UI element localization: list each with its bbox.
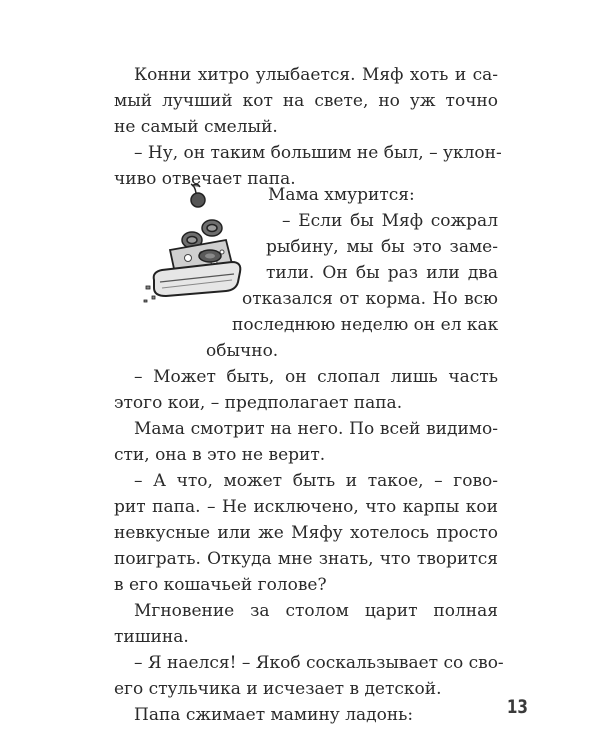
text-line: – Если бы Мяф сожрал (282, 211, 498, 231)
text-line: – Я наелся! – Якоб соскальзывает со сво- (134, 653, 504, 673)
sandwich-illustration (140, 178, 250, 308)
text-line: этого кои, – предполагает папа. (114, 393, 403, 413)
page-number: 13 (506, 696, 528, 718)
text-line: обычно. (206, 341, 279, 361)
text-line: поиграть. Откуда мне знать, что творится (114, 549, 498, 569)
text-line: Мама хмурится: (268, 185, 415, 205)
text-line: Мгновение за столом царит полная (134, 601, 498, 621)
text-line: Конни хитро улыбается. Мяф хоть и са- (134, 65, 498, 85)
text-line: – А что, может быть и такое, – гово- (134, 471, 498, 491)
text-line: – Может быть, он слопал лишь часть (134, 367, 498, 387)
text-line: в его кошачьей голове? (114, 575, 327, 595)
text-line: Папа сжимает мамину ладонь: (134, 705, 414, 725)
text-line: тишина. (114, 627, 189, 647)
text-line: не самый смелый. (114, 117, 278, 137)
text-line: рыбину, мы бы это заме- (266, 237, 498, 257)
text-line: чиво отвечает папа. (114, 169, 296, 189)
text-line: невкусные или же Мяфу хотелось просто (114, 523, 498, 543)
text-line: последнюю неделю он ел как (232, 315, 499, 335)
text-line: сти, она в это не верит. (114, 445, 326, 465)
text-line: его стульчика и исчезает в детской. (114, 679, 442, 699)
text-line: Мама смотрит на него. По всей видимо- (134, 419, 498, 439)
text-line: рит папа. – Не исключено, что карпы кои (114, 497, 498, 517)
text-line: мый лучший кот на свете, но уж точно (114, 91, 498, 111)
text-line: тили. Он бы раз или два (266, 263, 498, 283)
text-line: – Ну, он таким большим не был, – уклон- (134, 143, 502, 163)
text-line: отказался от корма. Но всю (242, 289, 498, 309)
